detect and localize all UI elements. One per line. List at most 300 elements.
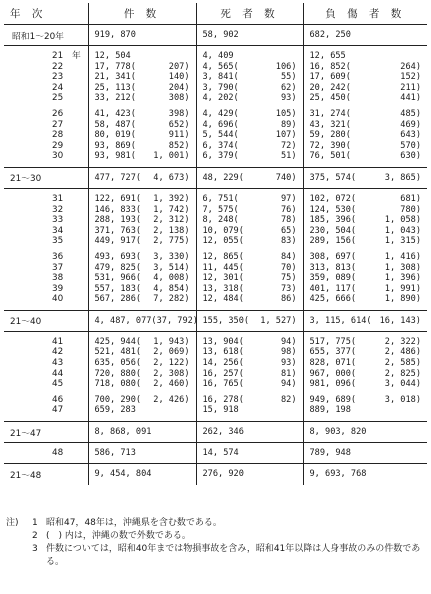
- value-injuries: 124, 530(: [309, 204, 357, 215]
- cell-cases: [88, 294, 196, 305]
- value-cases-okinawa: 2, 775): [153, 236, 190, 247]
- value-injuries: 517, 775(: [309, 336, 357, 347]
- value-cases: 146, 833(: [94, 204, 142, 215]
- value-cases: 493, 693(: [94, 251, 142, 262]
- cell-year: 36: [52, 251, 64, 262]
- value-cases: 25, 113(: [94, 82, 136, 93]
- value-cases: 33, 212(: [94, 93, 136, 104]
- cell-cases: [88, 205, 196, 216]
- value-cases-okinawa: 4, 854): [153, 283, 190, 294]
- value-cases: 288, 193(: [94, 215, 142, 226]
- value-injuries-okinawa: 1, 890): [384, 294, 421, 305]
- table-row: [4, 252, 427, 263]
- value-cases-okinawa: 1, 001): [153, 151, 190, 162]
- cell-injuries: [303, 284, 427, 295]
- value-deaths: 6, 751(: [202, 193, 239, 204]
- cell-cases: [88, 464, 196, 485]
- cell-injuries: [303, 130, 427, 141]
- cell-deaths: [196, 226, 303, 237]
- cell-cases: [88, 252, 196, 263]
- cell-year: 24: [52, 82, 64, 93]
- cell-cases: [88, 369, 196, 380]
- cell-injuries: [303, 236, 427, 247]
- value-deaths: 15, 918: [202, 405, 239, 416]
- cell-year: 38: [52, 273, 64, 284]
- value-deaths-okinawa: 62): [280, 82, 297, 93]
- value-injuries-okinawa: 2, 322): [384, 336, 421, 347]
- value-cases: 567, 286(: [94, 294, 142, 305]
- value-deaths-okinawa: 65): [280, 225, 297, 236]
- table-row: [4, 263, 427, 274]
- cell-year: 32: [52, 204, 64, 215]
- value-deaths: 16, 765(: [202, 379, 244, 390]
- footnote-text: 昭和47，48年は，沖縄県を含む数である。: [46, 518, 222, 528]
- cell-deaths: [196, 51, 303, 62]
- value-injuries: 31, 274(: [309, 108, 351, 119]
- value-cases: 41, 423(: [94, 108, 136, 119]
- table-row: [4, 93, 427, 104]
- value-cases-okinawa: 207): [168, 61, 190, 72]
- table-row: [4, 141, 427, 152]
- value-deaths-okinawa: 94): [280, 336, 297, 347]
- cell-year: 26: [52, 108, 64, 119]
- value-deaths-okinawa: 51): [280, 151, 297, 162]
- value-deaths: 12, 055(: [202, 236, 244, 247]
- cell-injuries: [303, 205, 427, 216]
- cell-cases: [88, 151, 196, 162]
- table-row: [4, 337, 427, 348]
- value-injuries: 9, 693, 768: [309, 468, 367, 479]
- value-cases-okinawa: 7, 282): [153, 294, 190, 305]
- value-deaths-okinawa: 740): [275, 172, 297, 183]
- value-deaths-okinawa: 83): [280, 236, 297, 247]
- cell-deaths: [196, 205, 303, 216]
- value-cases: 521, 481(: [94, 347, 142, 358]
- footnotes: [6, 517, 426, 569]
- cell-cases: [88, 379, 196, 390]
- cell-injuries: [303, 263, 427, 274]
- cell-injuries: [303, 62, 427, 73]
- cell-cases: [88, 263, 196, 274]
- cell-injuries: [303, 72, 427, 83]
- value-deaths: 13, 904(: [202, 336, 244, 347]
- value-injuries: 401, 117(: [309, 283, 357, 294]
- value-deaths: 262, 346: [202, 426, 244, 437]
- value-deaths-okinawa: 73): [280, 283, 297, 294]
- cell-deaths: [196, 215, 303, 226]
- cell-deaths: [196, 284, 303, 295]
- cell-deaths: [196, 194, 303, 205]
- value-deaths: 14, 574: [202, 447, 239, 458]
- value-deaths-okinawa: 86): [280, 294, 297, 305]
- cell-year: 35: [52, 236, 64, 247]
- table-row: [4, 347, 427, 358]
- value-deaths-okinawa: 106): [275, 61, 297, 72]
- value-deaths-okinawa: 70): [280, 262, 297, 273]
- cell-injuries: [303, 422, 427, 443]
- cell-injuries: [303, 464, 427, 485]
- value-cases-okinawa: 852): [168, 140, 190, 151]
- value-deaths-okinawa: 76): [280, 204, 297, 215]
- value-injuries-okinawa: 211): [400, 82, 421, 93]
- value-deaths: 16, 257(: [202, 368, 244, 379]
- value-deaths: 4, 565(: [202, 61, 239, 72]
- value-cases-okinawa: 2, 069): [153, 347, 190, 358]
- table-row: [4, 51, 427, 62]
- value-deaths-okinawa: 75): [280, 273, 297, 284]
- value-cases-okinawa: 2, 308): [153, 368, 190, 379]
- cell-injuries: [303, 405, 427, 416]
- value-cases-okinawa: 2, 138): [153, 225, 190, 236]
- cell-injuries: [303, 369, 427, 380]
- value-deaths-okinawa: 55): [280, 72, 297, 83]
- table-row: [4, 62, 427, 73]
- value-cases: 4, 487, 077(: [94, 315, 157, 326]
- cell-deaths: [196, 369, 303, 380]
- cell-year: 39: [52, 283, 64, 294]
- value-deaths: 6, 379(: [202, 151, 239, 162]
- footnote-number: 2: [32, 531, 38, 541]
- table-row: [4, 284, 427, 295]
- value-injuries-okinawa: 3, 044): [384, 379, 421, 390]
- value-injuries-okinawa: 1, 315): [384, 236, 421, 247]
- cell-year: 37: [52, 262, 64, 273]
- table-row: [4, 358, 427, 369]
- cell-year: 21 年: [52, 51, 81, 61]
- cell-deaths: [196, 167, 303, 188]
- cell-year: 27: [52, 119, 64, 130]
- value-deaths: 7, 575(: [202, 204, 239, 215]
- value-deaths-okinawa: 107): [275, 130, 297, 141]
- value-injuries-okinawa: 1, 058): [384, 215, 421, 226]
- value-cases: 635, 056(: [94, 358, 142, 369]
- table-row: [4, 130, 427, 141]
- value-deaths: 12, 484(: [202, 294, 244, 305]
- value-injuries-okinawa: 469): [400, 119, 421, 130]
- cell-injuries: [303, 310, 427, 331]
- table-row: [4, 464, 427, 485]
- value-injuries: 313, 813(: [309, 262, 357, 273]
- cell-deaths: [196, 358, 303, 369]
- value-injuries-okinawa: 643): [400, 130, 421, 141]
- cell-deaths: [196, 141, 303, 152]
- cell-deaths: [196, 130, 303, 141]
- header-deaths: 死 者 数: [196, 3, 303, 25]
- value-cases: 8, 868, 091: [94, 426, 152, 437]
- cell-deaths: [196, 83, 303, 94]
- value-cases-okinawa: 2, 312): [153, 215, 190, 226]
- value-cases: 80, 019(: [94, 130, 136, 141]
- table-row: [4, 443, 427, 464]
- table-row: [4, 310, 427, 331]
- value-deaths: 3, 790(: [202, 82, 239, 93]
- cell-year: 21～30: [4, 167, 88, 188]
- value-injuries: 17, 609(: [309, 72, 351, 83]
- cell-year: 23: [52, 72, 64, 83]
- value-injuries: 682, 250: [309, 29, 351, 40]
- value-deaths-okinawa: 89): [280, 119, 297, 130]
- value-deaths-okinawa: 105): [275, 108, 297, 119]
- cell-injuries: [303, 273, 427, 284]
- value-injuries: 25, 450(: [309, 93, 351, 104]
- cell-injuries: [303, 294, 427, 305]
- table-row: [4, 194, 427, 205]
- table-row: [4, 369, 427, 380]
- value-deaths-okinawa: 93): [280, 358, 297, 369]
- cell-cases: [88, 284, 196, 295]
- cell-year: 46: [52, 394, 64, 405]
- cell-cases: [88, 347, 196, 358]
- value-injuries: 425, 666(: [309, 294, 357, 305]
- value-cases-okinawa: 37, 792): [156, 315, 198, 326]
- value-injuries: 655, 377(: [309, 347, 357, 358]
- value-cases: 449, 917(: [94, 236, 142, 247]
- cell-cases: [88, 358, 196, 369]
- value-injuries-okinawa: 2, 486): [384, 347, 421, 358]
- value-cases-okinawa: 652): [168, 119, 190, 130]
- value-injuries: 102, 072(: [309, 193, 357, 204]
- cell-year: 44: [52, 368, 64, 379]
- cell-year: 30: [52, 151, 64, 162]
- value-deaths: 4, 429(: [202, 108, 239, 119]
- cell-injuries: [303, 194, 427, 205]
- cell-deaths: [196, 347, 303, 358]
- value-injuries-okinawa: 1, 416): [384, 251, 421, 262]
- footnote-lead: [6, 543, 32, 569]
- footnote-text: 件数については，昭和40年までは物損事故を含み，昭和41年以降は人身事故のみの件数である。: [46, 544, 421, 567]
- value-cases-okinawa: 2, 460): [153, 379, 190, 390]
- cell-deaths: [196, 120, 303, 131]
- cell-year: 40: [52, 294, 64, 305]
- value-injuries: 359, 089(: [309, 273, 357, 284]
- value-deaths: 12, 301(: [202, 273, 244, 284]
- cell-year: 21～48: [10, 470, 42, 481]
- cell-cases: [88, 109, 196, 120]
- cell-cases: [88, 422, 196, 443]
- cell-cases: [88, 337, 196, 348]
- value-injuries: 43, 321(: [309, 119, 351, 130]
- value-deaths: 155, 350(: [202, 315, 250, 326]
- table-row: [4, 422, 427, 443]
- cell-year: 43: [52, 358, 64, 369]
- cell-deaths: [196, 62, 303, 73]
- cell-injuries: [303, 215, 427, 226]
- table-row: [4, 109, 427, 120]
- cell-cases: [88, 236, 196, 247]
- value-deaths: 11, 445(: [202, 262, 244, 273]
- cell-injuries: [303, 51, 427, 62]
- value-deaths: 6, 374(: [202, 140, 239, 151]
- value-cases-okinawa: 2, 426): [153, 394, 190, 405]
- value-cases: 557, 183(: [94, 283, 142, 294]
- value-cases: 477, 727(: [94, 172, 142, 183]
- value-deaths-okinawa: 98): [280, 347, 297, 358]
- cell-injuries: [303, 226, 427, 237]
- table-row: [4, 167, 427, 188]
- table-row: [4, 120, 427, 131]
- cell-cases: [88, 395, 196, 406]
- table-row: [4, 72, 427, 83]
- cell-cases: [88, 120, 196, 131]
- value-cases: 12, 504: [94, 51, 131, 61]
- table-row: [4, 83, 427, 94]
- header-year: 年 次: [10, 8, 47, 20]
- table-row: [4, 395, 427, 406]
- cell-cases: [88, 194, 196, 205]
- cell-year: 28: [52, 130, 64, 141]
- value-cases: 700, 290(: [94, 394, 142, 405]
- value-cases-okinawa: 4, 673): [153, 172, 190, 183]
- value-injuries: 967, 000(: [309, 368, 357, 379]
- value-injuries: 3, 115, 614(: [309, 315, 372, 326]
- cell-injuries: [303, 25, 427, 46]
- value-injuries: 185, 396(: [309, 215, 357, 226]
- value-cases: 586, 713: [94, 447, 136, 458]
- cell-injuries: [303, 379, 427, 390]
- table-row: [4, 405, 427, 416]
- cell-cases: [88, 310, 196, 331]
- cell-cases: [88, 443, 196, 464]
- cell-year: 34: [52, 225, 64, 236]
- value-injuries-okinawa: 3, 865): [384, 172, 421, 183]
- value-injuries: 59, 280(: [309, 130, 351, 141]
- value-cases: 21, 341(: [94, 72, 136, 83]
- value-cases-okinawa: 911): [168, 130, 190, 141]
- value-injuries-okinawa: 152): [400, 72, 421, 83]
- value-injuries: 289, 156(: [309, 236, 357, 247]
- value-cases: 919, 870: [94, 29, 136, 40]
- value-injuries-okinawa: 1, 991): [384, 283, 421, 294]
- value-deaths: 4, 202(: [202, 93, 239, 104]
- value-deaths: 8, 248(: [202, 215, 239, 226]
- table-row: [4, 25, 427, 46]
- value-injuries: 375, 574(: [309, 172, 357, 183]
- value-cases: 9, 454, 804: [94, 468, 152, 479]
- cell-deaths: [196, 263, 303, 274]
- cell-deaths: [196, 151, 303, 162]
- table-row: [4, 151, 427, 162]
- value-cases: 718, 080(: [94, 379, 142, 390]
- cell-injuries: [303, 141, 427, 152]
- value-cases: 425, 944(: [94, 336, 142, 347]
- cell-cases: [88, 167, 196, 188]
- cell-deaths: [196, 405, 303, 416]
- value-deaths: 13, 618(: [202, 347, 244, 358]
- cell-year: 41: [52, 336, 64, 347]
- value-injuries: 230, 504(: [309, 225, 357, 236]
- cell-year: 昭和1～20年: [4, 25, 88, 46]
- cell-cases: [88, 130, 196, 141]
- value-cases: 17, 778(: [94, 61, 136, 72]
- value-deaths-okinawa: 93): [280, 93, 297, 104]
- value-injuries-okinawa: 2, 825): [384, 368, 421, 379]
- value-injuries: 949, 689(: [309, 394, 357, 405]
- value-deaths: 16, 278(: [202, 394, 244, 405]
- value-injuries: 12, 655: [309, 51, 346, 61]
- table-row: [4, 215, 427, 226]
- value-cases-okinawa: 140): [168, 72, 190, 83]
- value-cases-okinawa: 3, 330): [153, 251, 190, 262]
- value-cases: 720, 880(: [94, 368, 142, 379]
- cell-deaths: [196, 252, 303, 263]
- cell-injuries: [303, 93, 427, 104]
- cell-injuries: [303, 395, 427, 406]
- value-injuries-okinawa: 1, 043): [384, 225, 421, 236]
- cell-deaths: [196, 337, 303, 348]
- value-deaths-okinawa: 84): [280, 251, 297, 262]
- value-deaths: 58, 902: [202, 29, 239, 40]
- cell-cases: [88, 215, 196, 226]
- cell-cases: [88, 93, 196, 104]
- cell-injuries: [303, 120, 427, 131]
- cell-year: 22: [52, 61, 64, 72]
- cell-year: 21～47: [4, 422, 88, 443]
- table-row: [4, 273, 427, 284]
- value-injuries: 20, 242(: [309, 82, 351, 93]
- cell-injuries: [303, 358, 427, 369]
- cell-year: 33: [52, 215, 64, 226]
- value-injuries: 8, 903, 820: [309, 426, 367, 437]
- value-deaths: 3, 841(: [202, 72, 239, 83]
- cell-injuries: [303, 109, 427, 120]
- value-cases: 93, 981(: [94, 151, 136, 162]
- value-cases: 58, 487(: [94, 119, 136, 130]
- value-cases: 659, 283: [94, 405, 136, 416]
- cell-year: 47: [52, 405, 64, 416]
- footnote-lead: 注): [6, 518, 19, 528]
- cell-year: 25: [52, 93, 64, 104]
- value-deaths: 13, 318(: [202, 283, 244, 294]
- cell-deaths: [196, 464, 303, 485]
- value-deaths-okinawa: 81): [280, 368, 297, 379]
- footnote-lead: [6, 530, 32, 543]
- footnote-item: [6, 517, 426, 530]
- traffic-accident-table: [4, 3, 427, 485]
- table-row: [4, 205, 427, 216]
- value-deaths-okinawa: 72): [280, 140, 297, 151]
- cell-deaths: [196, 294, 303, 305]
- value-injuries-okinawa: 264): [400, 61, 421, 72]
- value-deaths-okinawa: 94): [280, 379, 297, 390]
- value-cases-okinawa: 398): [168, 108, 190, 119]
- value-injuries-okinawa: 2, 585): [384, 358, 421, 369]
- value-injuries-okinawa: 570): [400, 140, 421, 151]
- cell-deaths: [196, 72, 303, 83]
- table-header-row: [4, 3, 427, 25]
- value-injuries: 308, 697(: [309, 251, 357, 262]
- cell-deaths: [196, 395, 303, 406]
- cell-cases: [88, 141, 196, 152]
- value-injuries: 789, 948: [309, 447, 351, 458]
- table-row: [4, 226, 427, 237]
- cell-deaths: [196, 25, 303, 46]
- value-cases: 93, 869(: [94, 140, 136, 151]
- value-injuries-okinawa: 441): [400, 93, 421, 104]
- value-injuries-okinawa: 1, 308): [384, 262, 421, 273]
- cell-deaths: [196, 379, 303, 390]
- header-injuries: 負 傷 者 数: [303, 3, 427, 25]
- cell-year: 29: [52, 140, 64, 151]
- value-cases-okinawa: 1, 943): [153, 336, 190, 347]
- value-deaths-okinawa: 97): [280, 193, 297, 204]
- value-cases-okinawa: 308): [168, 93, 190, 104]
- footnote-number: 1: [32, 518, 38, 528]
- cell-injuries: [303, 83, 427, 94]
- cell-cases: [88, 72, 196, 83]
- cell-injuries: [303, 337, 427, 348]
- value-cases-okinawa: 1, 392): [153, 193, 190, 204]
- value-deaths: 12, 865(: [202, 251, 244, 262]
